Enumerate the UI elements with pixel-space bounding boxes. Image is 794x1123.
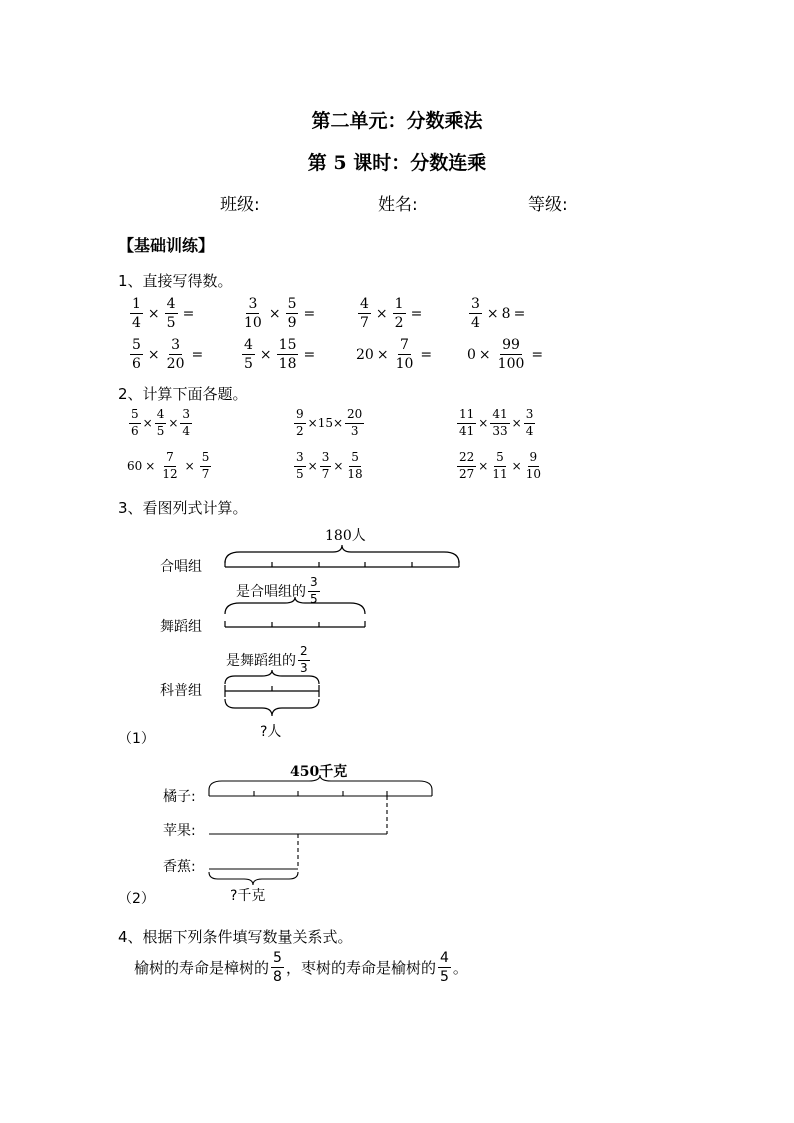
fraction: $\frac{15}{18}$ bbox=[278, 337, 297, 373]
fraction: $\frac{3}{20}$ bbox=[166, 337, 185, 373]
q2-item-5: $\frac{3}{5}$ × $\frac{3}{7}$ × $\frac{5}{18}$ bbox=[296, 450, 363, 481]
figure-2-total: 450千克 bbox=[290, 764, 348, 780]
name-label: 姓名: bbox=[378, 195, 418, 215]
q1-item-8: 0 × $\frac{99}{100}$ = bbox=[467, 337, 544, 373]
q3-title: 3、看图列式计算。 bbox=[118, 499, 248, 517]
fraction: $\frac{99}{100}$ bbox=[497, 337, 525, 373]
q1-item-1: $\frac{1}{4}$ × $\frac{4}{5}$ = bbox=[132, 296, 195, 332]
fraction: $\frac{4}{5}$ bbox=[166, 296, 176, 332]
fraction: $\frac{4}{7}$ bbox=[360, 296, 369, 332]
q2-item-4: 60 × $\frac{7}{12}$ × $\frac{5}{7}$ bbox=[127, 450, 210, 481]
fraction: $\frac{1}{2}$ bbox=[394, 296, 404, 332]
fraction: $\frac{5}{9}$ bbox=[287, 296, 297, 332]
fraction: $\frac{1}{4}$ bbox=[132, 296, 141, 332]
fraction: $\frac{7}{10}$ bbox=[395, 337, 414, 373]
fraction: $\frac{4}{5}$ bbox=[244, 337, 253, 373]
class-label: 班级: bbox=[220, 195, 260, 215]
figure-1-unknown: ?人 bbox=[260, 724, 282, 740]
q1-item-3: $\frac{4}{7}$ × $\frac{1}{2}$ = bbox=[360, 296, 423, 332]
relation-chorus: 是合唱组的 $\frac{3}{5}$ bbox=[236, 575, 318, 606]
q2-item-3: $\frac{11}{41}$ × $\frac{41}{33}$ × $\frac{3}{4}$ bbox=[459, 407, 534, 438]
figure-1-label: （1） bbox=[118, 731, 155, 747]
row-label-banana: 香蕉: bbox=[163, 859, 196, 875]
q1-item-5: $\frac{5}{6}$ × $\frac{3}{20}$ = bbox=[132, 337, 204, 373]
figure-2-unknown: ?千克 bbox=[230, 888, 266, 904]
figure-2-label: （2） bbox=[118, 891, 155, 907]
q1-item-2: $\frac{3}{10}$ × $\frac{5}{9}$ = bbox=[244, 296, 316, 332]
fraction: $\frac{3}{10}$ bbox=[244, 296, 262, 332]
fraction: $\frac{4}{5}$ bbox=[439, 950, 449, 986]
row-label-science: 科普组 bbox=[160, 683, 202, 699]
row-label-orange: 橘子: bbox=[163, 789, 196, 805]
q1-item-4: $\frac{3}{4}$ × 8 = bbox=[471, 296, 526, 332]
q2-item-1: $\frac{5}{6}$ × $\frac{4}{5}$ × $\frac{3}{4}$ bbox=[131, 407, 191, 438]
row-label-chorus: 合唱组 bbox=[160, 559, 202, 575]
fraction: $\frac{5}{8}$ bbox=[273, 950, 282, 986]
unit-title: 第二单元：分数乘法 bbox=[311, 110, 483, 132]
q1-item-7: 20 × $\frac{7}{10}$ = bbox=[356, 337, 433, 373]
fraction: $\frac{2}{3}$ bbox=[300, 644, 308, 675]
row-label-apple: 苹果: bbox=[163, 823, 196, 839]
grade-label: 等级: bbox=[528, 195, 568, 215]
q1-title: 1、直接写得数。 bbox=[118, 272, 233, 290]
q2-item-2: $\frac{9}{2}$ × 15 × $\frac{20}{3}$ bbox=[296, 407, 363, 438]
q2-title: 2、计算下面各题。 bbox=[118, 385, 248, 403]
fraction: $\frac{5}{6}$ bbox=[132, 337, 141, 373]
section-title: 【基础训练】 bbox=[118, 236, 215, 255]
q2-item-6: $\frac{22}{27}$ × $\frac{5}{11}$ × $\frac{9}{10}$ bbox=[459, 450, 541, 481]
relation-dance: 是舞蹈组的 $\frac{2}{3}$ bbox=[226, 644, 308, 675]
figure-1-total: 180人 bbox=[325, 528, 366, 544]
fraction: $\frac{3}{5}$ bbox=[310, 575, 318, 606]
q1-item-6: $\frac{4}{5}$ × $\frac{15}{18}$ = bbox=[244, 337, 316, 373]
row-label-dance: 舞蹈组 bbox=[160, 619, 202, 635]
fraction: $\frac{3}{4}$ bbox=[471, 296, 480, 332]
q4-condition: 榆树的寿命是樟树的 $\frac{5}{8}$ ，枣树的寿命是榆树的 $\frac{4}{5}$ 。 bbox=[134, 950, 468, 986]
q4-title: 4、根据下列条件填写数量关系式。 bbox=[118, 928, 353, 946]
lesson-title: 第 5 课时：分数连乘 bbox=[307, 152, 487, 174]
